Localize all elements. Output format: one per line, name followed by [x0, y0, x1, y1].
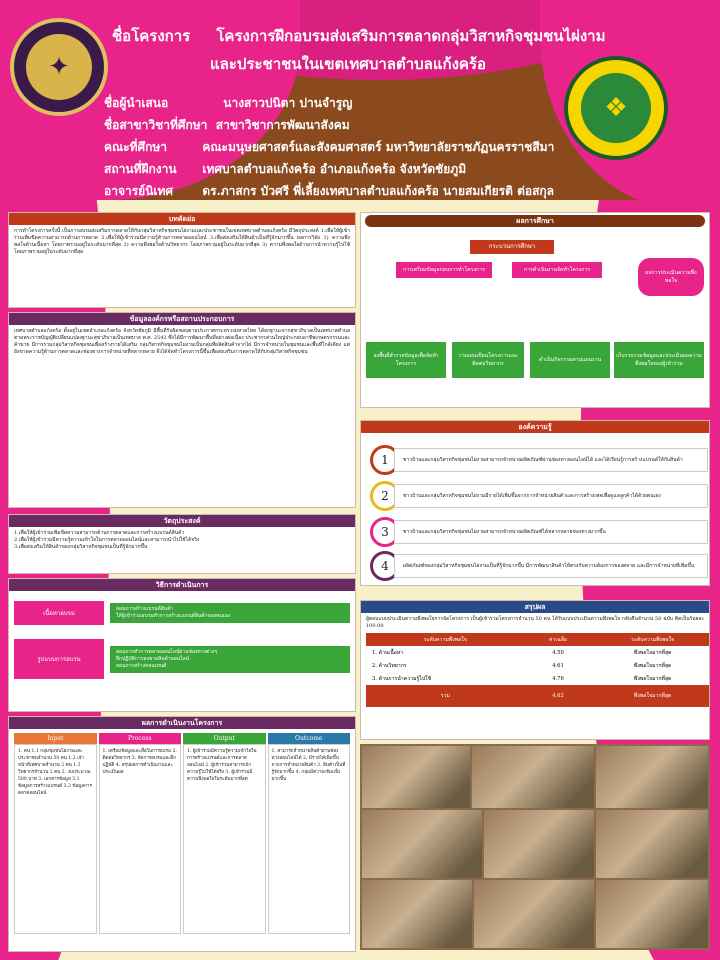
title-label: ชื่อโครงการ	[112, 27, 191, 45]
step-implement: การดำเนินงานจัดทำโครงการ	[512, 262, 602, 278]
methods-section	[8, 578, 356, 712]
photo-collage	[360, 744, 710, 950]
info-row: คณะที่ศึกษา คณะมนุษยศาสตร์และสังคมศาสตร์ มหาวิทยาลัยราชภัฏนครราชสีมา	[104, 140, 555, 154]
table-row: 3. ด้านการนำความรู้ไปใช้ 4.76 พึงพอใจมากที่สุด	[372, 675, 672, 682]
activity-photo	[362, 880, 472, 948]
objectives-list	[9, 527, 355, 554]
abstract-text: การทำโครงการครั้งนี้ เป็นการอบรมส่งเสริมการตลาดให้กับกลุ่มวิสาหกิจชุมชนไผ่งามและประชาชนในเขตเทศบาลตำบลแก้งคร้อ มีวัตถุประสงค์ 1.เพื่อให้ผู้เข้าร่วมเพิ่มขีดความสามารถด้านการตลาด 2.เพื่อให้ผู้เข้าร่วมมีความรู้ด้านการตลาดออนไลน์ 3.เพื่อส่งเสริมให้สินค้าเป็นที่รู้จักมากขึ้น ผลการวิจัย 1) ความพึงพอใจด้านเนื้อหา โดยภาพรวมอยู่ในระดับมากที่สุด 2) ความพึงพอใจด้านวิทยากร โดยภาพรวมอยู่ในระดับมากที่สุด 3) ความพึงพอใจด้านการนำความรู้ไปใช้ โดยภาพรวมอยู่ในระดับมากที่สุด	[14, 228, 350, 255]
ipo-process-column: Process 1. เตรียมข้อมูลและสื่อในการอบรม 2. ติดต่อวิทยากร 3. จัดการอบรมและฝึกปฏิบัติ 4. สรุปผลการดำเนินงานและประเมินผล	[99, 733, 182, 934]
method-label: เนื้อหาอบรม	[14, 601, 104, 625]
activity-photo	[484, 810, 594, 878]
method-points: สอนการทำการตลาดออนไลน์ผ่านช่องทางต่างๆ ฝึกปฏิบัติการลงขายสินค้าออนไลน์ สอนการสร้างคอนเทนต์	[110, 646, 350, 673]
table-row: 2. ด้านวิทยากร 4.61 พึงพอใจมากที่สุด	[372, 662, 672, 669]
activity-photo	[472, 746, 594, 808]
background-heading: ข้อมูลองค์กรหรือสถานประกอบการ	[9, 313, 355, 325]
info-row: สถานที่ฝึกงาน เทศบาลตำบลแก้งคร้อ อำเภอแก้งคร้อ จังหวัดชัยภูมิ	[104, 162, 467, 176]
objective-item: 3.เพื่อส่งเสริมให้สินค้าของกลุ่มวิสาหกิจชุมชนเป็นที่รู้จักมากขึ้น	[14, 544, 148, 550]
objective-item: 2.เพื่อให้ผู้เข้าร่วมมีความรู้ความเข้าใจในการตลาดออนไลน์และสามารถนำไปใช้ได้จริง	[14, 537, 200, 543]
info-row: อาจารย์นิเทศ ดร.ภาสกร บัวศรี พี่เลี้ยงเทศบาลตำบลแก้งคร้อ นายสมเกียรติ ต่อสกุล	[104, 184, 555, 198]
summary-section	[360, 600, 710, 740]
table-header-row: ระดับความพึงพอใจ ค่าเฉลี่ย ระดับความพึงพอใจ	[366, 633, 710, 646]
step-evaluate: ผลการประเมินความพึงพอใจ	[638, 258, 704, 296]
background-section	[8, 312, 356, 508]
insight-item: 4 ผลิตภัณฑ์ของกลุ่มวิสาหกิจชุมชนไผ่งามเป็นที่รู้จักมากขึ้น มีการพัฒนาสินค้าให้ตรงกับความต้องการของตลาด และมีการจำหน่ายที่เพิ่มขึ้น	[370, 548, 708, 584]
table-row: 1. ด้านเนื้อหา 4.50 พึงพอใจมากที่สุด	[372, 649, 672, 656]
project-title	[112, 22, 606, 78]
objective-item: 1.เพื่อให้ผู้เข้าร่วมเพิ่มขีดความสามารถด้านการตลาดและการสร้างแบรนด์สินค้า	[14, 530, 185, 536]
activity-photo	[596, 810, 708, 878]
substep-assess: เก็บรวบรวมข้อมูลและประเมินผลความพึงพอใจของผู้เข้าร่วม	[614, 342, 704, 378]
activity-photo	[474, 880, 594, 948]
method-points: สอนการสร้างแบรนด์สินค้า ให้ผู้เข้าร่วมอบรมทำการสร้างแบรนด์สินค้าของตนเอง	[110, 603, 350, 623]
university-logo	[10, 18, 108, 116]
ipo-heading: ผลการดำเนินงานโครงการ	[9, 717, 355, 729]
activity-photo	[596, 880, 708, 948]
ipo-input-column: Input 1. คน 1.1 กลุ่มชุมชนไผ่งามและประชาชนจำนวน 50 คน 1.2 เจ้าหน้าที่เทศบาลจำนวน 2 คน 1.3 วิทยากรจำนวน 2 คน 2. งบประมาณ 500 บาท 3. เอกสารข้อมูล 3.1 ข้อมูลการสร้างแบรนด์ 3.2 ข้อมูลการตลาดออนไลน์	[14, 733, 97, 934]
ipo-outcome-column: Outcome 1. สามารถจำหน่ายสินค้าผ่านช่องทางออนไลน์ได้ 2. มีรายได้เพิ่มขึ้นจากการจำหน่ายสินค้า 3. สินค้าเป็นที่รู้จักมากขึ้น 4. กลุ่มมีความเข้มแข็งมากขึ้น	[268, 733, 351, 934]
objectives-section	[8, 514, 356, 574]
insight-item: 2 ชาวบ้านและกลุ่มวิสาหกิจชุมชนไผ่งามมีรายได้เพิ่มขึ้นจากการจำหน่ายสินค้าและการสร้างเพจเพื่อดูแลลูกค้าได้ด้วยตนเอง	[370, 478, 708, 514]
abstract-section	[8, 212, 356, 308]
presenter-info	[104, 92, 554, 202]
insight-item: 1 ชาวบ้านและกลุ่มวิสาหกิจชุมชนไผ่งามสามารถจำหน่ายผลิตภัณฑ์ผ่านช่องทางออนไลน์ได้ และได้เรียนรู้การสร้างแบรนด์ให้กับสินค้า	[370, 442, 708, 478]
emblem-icon: ✦	[48, 52, 70, 82]
summary-heading: สรุปผล	[361, 601, 709, 613]
process-heading: กระบวนการศึกษา	[470, 240, 554, 254]
results-heading: ผลการศึกษา	[365, 215, 705, 227]
background-text: เทศบาลตำบลแก้งคร้อ ตั้งอยู่ในเขตอำเภอแก้งคร้อ จังหวัดชัยภูมิ มีพื้นที่รับผิดชอบตามประกาศกระทรวงมหาดไทย ได้ยกฐานะจากสุขาภิบาลเป็นเทศบาลตำบลตามพระราชบัญญัติเปลี่ยนแปลงฐานะสุขาภิบาลเป็นเทศบาล พ.ศ. 2542 ซึ่งได้มีการพัฒนาพื้นที่อย่างต่อเนื่อง ประชากรส่วนใหญ่ประกอบอาชีพเกษตรกรรมและค้าขาย มีการรวมกลุ่มวิสาหกิจชุมชนเพื่อสร้างรายได้เสริม กลุ่มวิสาหกิจชุมชนไผ่งามเป็นกลุ่มที่ผลิตสินค้าจากไผ่ มีการจำหน่ายในชุมชนและพื้นที่ใกล้เคียง แต่ยังขาดความรู้ด้านการตลาดและช่องทางการจำหน่ายที่หลากหลาย จึงได้จัดทำโครงการนี้ขึ้นเพื่อส่งเสริมการตลาดให้กับกลุ่มวิสาหกิจชุมชน	[14, 328, 350, 355]
satisfaction-table	[366, 633, 710, 707]
ipo-output-column: Output 1. ผู้เข้าร่วมมีความรู้ความเข้าใจในการสร้างแบรนด์และการตลาดออนไลน์ 2. ผู้เข้าร่วมสามารถนำความรู้ไปใช้ได้จริง 3. ผู้เข้าร่วมมีความพึงพอใจในระดับมากที่สุด	[183, 733, 266, 934]
method-label: รูปแบบการอบรม	[14, 639, 104, 679]
methods-heading: วิธีการดำเนินการ	[9, 579, 355, 591]
table-total-row: รวม 4.62 พึงพอใจมากที่สุด	[366, 685, 710, 707]
substep-plan: วางแผนเขียนโครงการและติดต่อวิทยากร	[452, 342, 524, 378]
method-row	[14, 601, 350, 625]
seal-icon: ❖	[604, 93, 628, 123]
method-row	[14, 639, 350, 679]
info-row: ชื่อผู้นำเสนอ นางสาวปนิตา ปานจำรูญ	[104, 96, 353, 110]
abstract-heading: บทคัดย่อ	[9, 213, 355, 225]
ipo-section	[8, 716, 356, 952]
summary-text: ผู้ตอบแบบประเมินความพึงพอใจการจัดโครงการ เป็นผู้เข้าร่วมโครงการจำนวน 50 คน ได้รับแบบประเมินความพึงพอใจ กลับคืนจำนวน 50 ฉบับ คิดเป็นร้อยละ 100.00	[366, 616, 704, 629]
title-line-1: โครงการฝึกอบรมส่งเสริมการตลาดกลุ่มวิสาหกิจชุมชนไผ่งาม	[216, 27, 606, 45]
substep-survey: ลงพื้นที่สำรวจข้อมูลเพื่อจัดทำโครงการ	[366, 342, 446, 378]
info-row: ชื่อสาขาวิชาที่ศึกษา สาขาวิชาการพัฒนาสังคม	[104, 118, 350, 132]
insight-item: 3 ชาวบ้านและกลุ่มวิสาหกิจชุมชนไผ่งามสามารถจำหน่ายผลิตภัณฑ์ได้หลากหลายช่องทางมากขึ้น	[370, 514, 708, 550]
activity-photo	[362, 810, 482, 878]
step-prepare: การเตรียมข้อมูลก่อนการทำโครงการ	[396, 262, 492, 278]
ipo-table	[14, 733, 350, 934]
substep-activity: ดำเนินกิจกรรมตามแผนงาน	[530, 342, 610, 378]
objectives-heading: วัตถุประสงค์	[9, 515, 355, 527]
activity-photo	[596, 746, 708, 808]
title-line-2: และประชาชนในเขตเทศบาลตำบลแก้งคร้อ	[210, 55, 487, 73]
insights-heading: องค์ความรู้	[361, 421, 709, 433]
activity-photo	[362, 746, 470, 808]
